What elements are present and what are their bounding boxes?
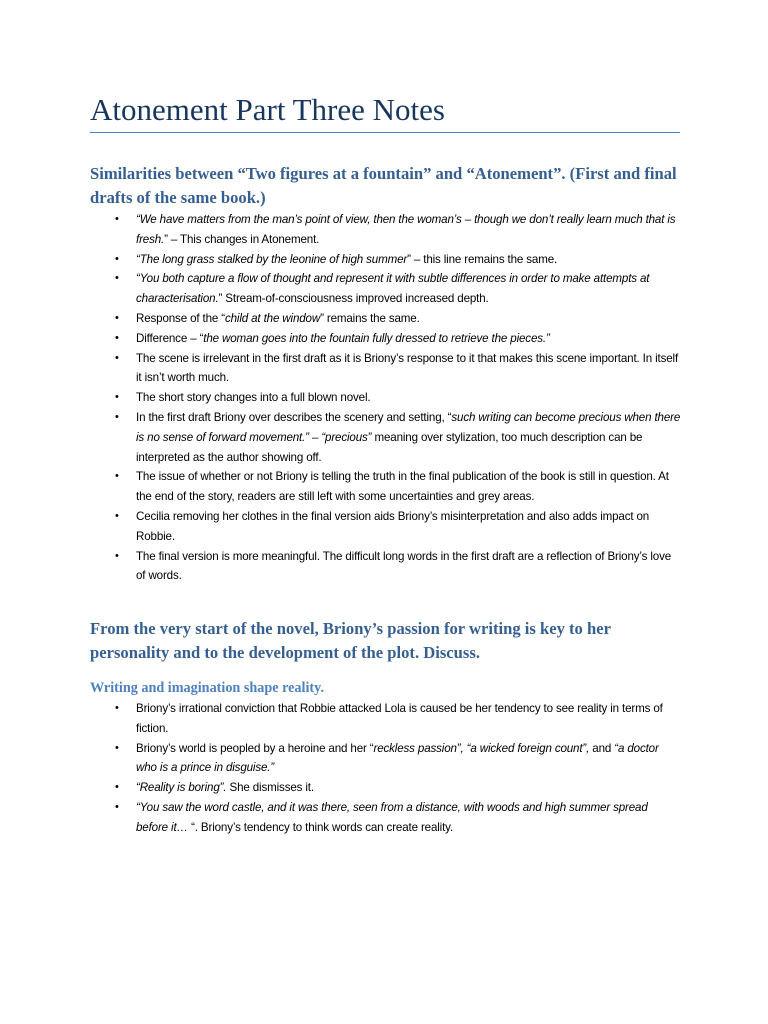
note-text: and (589, 741, 615, 755)
bullet-item (0, 408, 681, 467)
bullet-marker: • (115, 741, 119, 754)
bullet-marker: • (115, 272, 119, 285)
note-text: ” remains the same. (320, 311, 420, 325)
bullet-marker: • (115, 391, 119, 404)
bullet-marker: • (115, 311, 119, 324)
bullet-marker: • (115, 252, 119, 265)
bullet-marker: • (115, 213, 119, 225)
bullet-marker: • (115, 702, 119, 714)
quote-text: “We have matters from the man’s point of view, then the woman’s – though we don’t really learn much that is fresh. (136, 213, 676, 246)
note-text: The scene is irrelevant in the first draft as it is Briony’s response to it that makes this scene important. In itself it isn’t worth much. (136, 351, 679, 385)
page-title: Atonement Part Three Notes (90, 92, 445, 127)
bullet-marker: • (115, 470, 119, 483)
section2-bullet-list (0, 699, 681, 838)
note-text: Response of the “ (136, 311, 225, 325)
bullet-item (0, 699, 681, 739)
section1-heading: Similarities between “Two figures at a fountain” and “Atonement”. (First and final drafts of the same book.) (90, 164, 677, 207)
section2-heading: From the very start of the novel, Briony’s passion for writing is key to her personality and to the development of the plot. Discuss. (90, 619, 611, 662)
bullet-item (0, 210, 681, 250)
note-text: Briony’s irrational conviction that Robbie attacked Lola is caused be her tendency to see reality in terms of fiction. (136, 702, 663, 735)
bullet-item (0, 388, 681, 408)
bullet-marker: • (115, 800, 119, 813)
quote-text: child at the window (224, 311, 321, 325)
quote-text: “You saw the word castle, and it was there, seen from a distance, with woods and high summer spread before it… (136, 800, 648, 834)
note-text: ” Stream-of-consciousness improved increased depth. (218, 292, 489, 306)
bullet-item (0, 778, 681, 798)
bullet-marker: • (115, 781, 119, 794)
quote-text: the woman goes into the fountain fully dressed to retrieve the pieces.” (203, 331, 550, 345)
quote-text: such writing can become precious when there is no sense of forward movement.” – “precious” (136, 410, 681, 444)
bullet-marker: • (115, 509, 119, 522)
quote-text: “You both capture a flow of thought and represent it with subtle differences in order to make attempts at characterisation. (136, 272, 650, 306)
note-text: “. Briony’s tendency to think words can create reality. (191, 820, 454, 834)
bullet-marker: • (115, 549, 119, 562)
bullet-item (0, 547, 681, 587)
bullet-item (0, 467, 681, 507)
note-text: The final version is more meaningful. The difficult long words in the first draft are a reflection of Briony’s love of words. (136, 549, 672, 583)
bullet-marker: • (115, 410, 119, 423)
bullet-item (0, 329, 681, 349)
bullet-item (0, 507, 681, 547)
section1-bullet-list (0, 210, 681, 586)
note-text: meaning over stylization, too much description can be interpreted as the author showing off. (136, 430, 643, 464)
bullet-item (0, 349, 681, 389)
quote-text: “Reality is boring”. (136, 781, 227, 795)
bullet-item (0, 250, 681, 270)
bullet-item (0, 798, 681, 838)
note-text: Briony’s world is peopled by a heroine and her “ (136, 741, 374, 755)
title-underline (90, 132, 680, 133)
note-text: Difference – “ (136, 331, 204, 345)
quote-text: “The long grass stalked by the leonine of high summer (136, 252, 408, 266)
bullet-marker: • (115, 351, 119, 364)
note-text: In the first draft Briony over describes the scenery and setting, “ (136, 410, 452, 424)
section2-subheading: Writing and imagination shape reality. (90, 680, 324, 696)
note-text: The short story changes into a full blown novel. (136, 391, 371, 405)
quote-text: reckless passion”, “a wicked foreign count”, (373, 741, 590, 755)
note-text: She dismisses it. (226, 781, 314, 795)
quote-text: “a doctor who is a prince in disguise.” (136, 741, 659, 775)
note-text: The issue of whether or not Briony is telling the truth in the final publication of the book is still in question. At the end of the story, readers are still left with some uncertainties and grey areas. (136, 470, 669, 504)
bullet-item (0, 739, 681, 779)
note-text: ” – This changes in Atonement. (164, 232, 320, 246)
note-text: Cecilia removing her clothes in the final version aids Briony’s misinterpretation and also adds impact on Robbie. (136, 509, 650, 543)
bullet-item (0, 309, 681, 329)
note-text: ” – this line remains the same. (407, 252, 558, 266)
bullet-item (0, 269, 681, 309)
bullet-marker: • (115, 331, 119, 344)
